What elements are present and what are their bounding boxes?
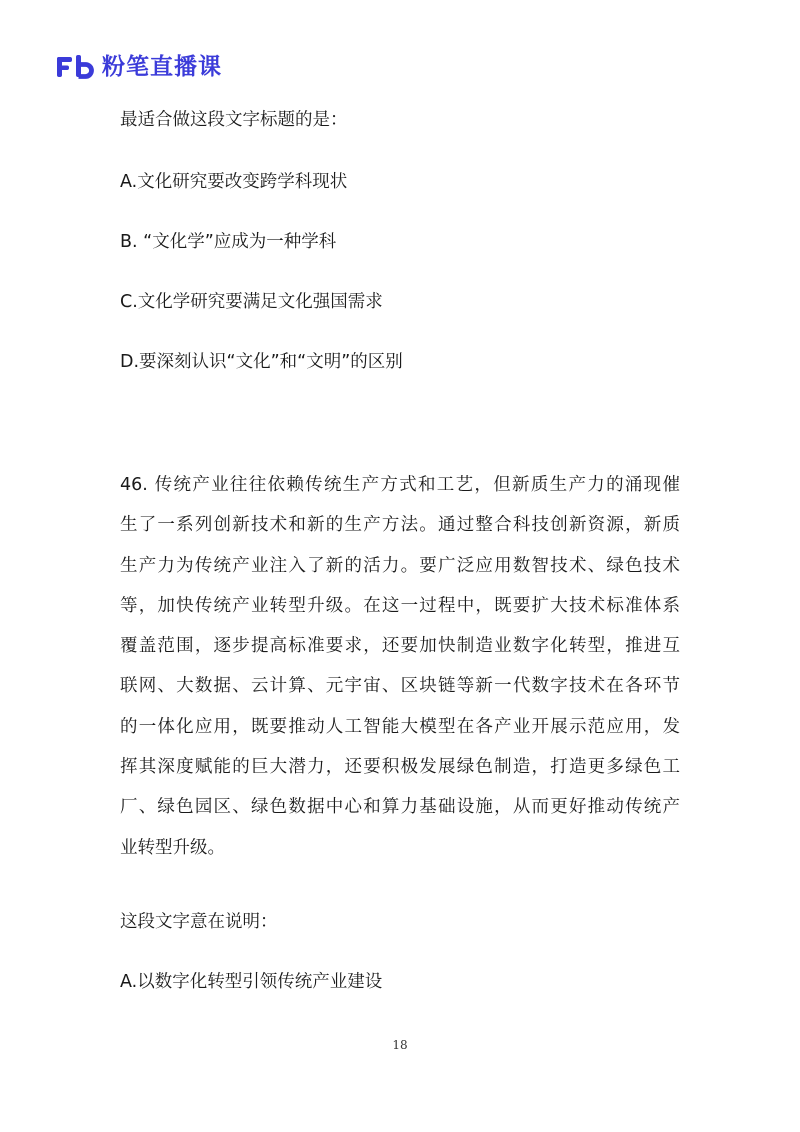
brand-name: 粉笔直播课 <box>102 54 222 80</box>
passage-line: 等，加快传统产业转型升级。在这一过程中，既要扩大技术标准体系 <box>120 595 680 616</box>
passage-line: 业转型升级。 <box>120 837 225 858</box>
option-a: A.以数字化转型引领传统产业建设 <box>120 972 383 992</box>
question-passage <box>120 470 680 873</box>
option-c: C.文化学研究要满足文化强国需求 <box>120 292 383 312</box>
question-stem: 最适合做这段文字标题的是： <box>120 110 348 130</box>
question-stem: 这段文字意在说明： <box>120 912 278 932</box>
passage-line: 厂、绿色园区、绿色数据中心和算力基础设施，从而更好推动传统产 <box>120 797 680 818</box>
page-number: 18 <box>392 1038 408 1052</box>
passage-line: 的一体化应用，既要推动人工智能大模型在各产业开展示范应用，发 <box>120 716 680 737</box>
brand-logo <box>56 52 222 82</box>
passage-line: 46. 传统产业往往依赖传统生产方式和工艺，但新质生产力的涌现催 <box>120 475 680 495</box>
passage-line: 联网、大数据、云计算、元宇宙、区块链等新一代数字技术在各环节 <box>120 676 680 697</box>
passage-line: 挥其深度赋能的巨大潜力，还要积极发展绿色制造，打造更多绿色工 <box>120 757 680 778</box>
passage-line: 生了一系列创新技术和新的生产方法。通过整合科技创新资源，新质 <box>120 515 680 536</box>
option-d: D.要深刻认识“文化”和“文明”的区别 <box>120 352 403 372</box>
fb-logo-icon <box>56 54 96 80</box>
passage-line: 生产力为传统产业注入了新的活力。要广泛应用数智技术、绿色技术 <box>120 555 680 576</box>
option-a: A.文化研究要改变跨学科现状 <box>120 172 348 192</box>
option-b: B. “文化学”应成为一种学科 <box>120 232 337 252</box>
passage-line: 覆盖范围，逐步提高标准要求，还要加快制造业数字化转型，推进互 <box>120 636 680 657</box>
